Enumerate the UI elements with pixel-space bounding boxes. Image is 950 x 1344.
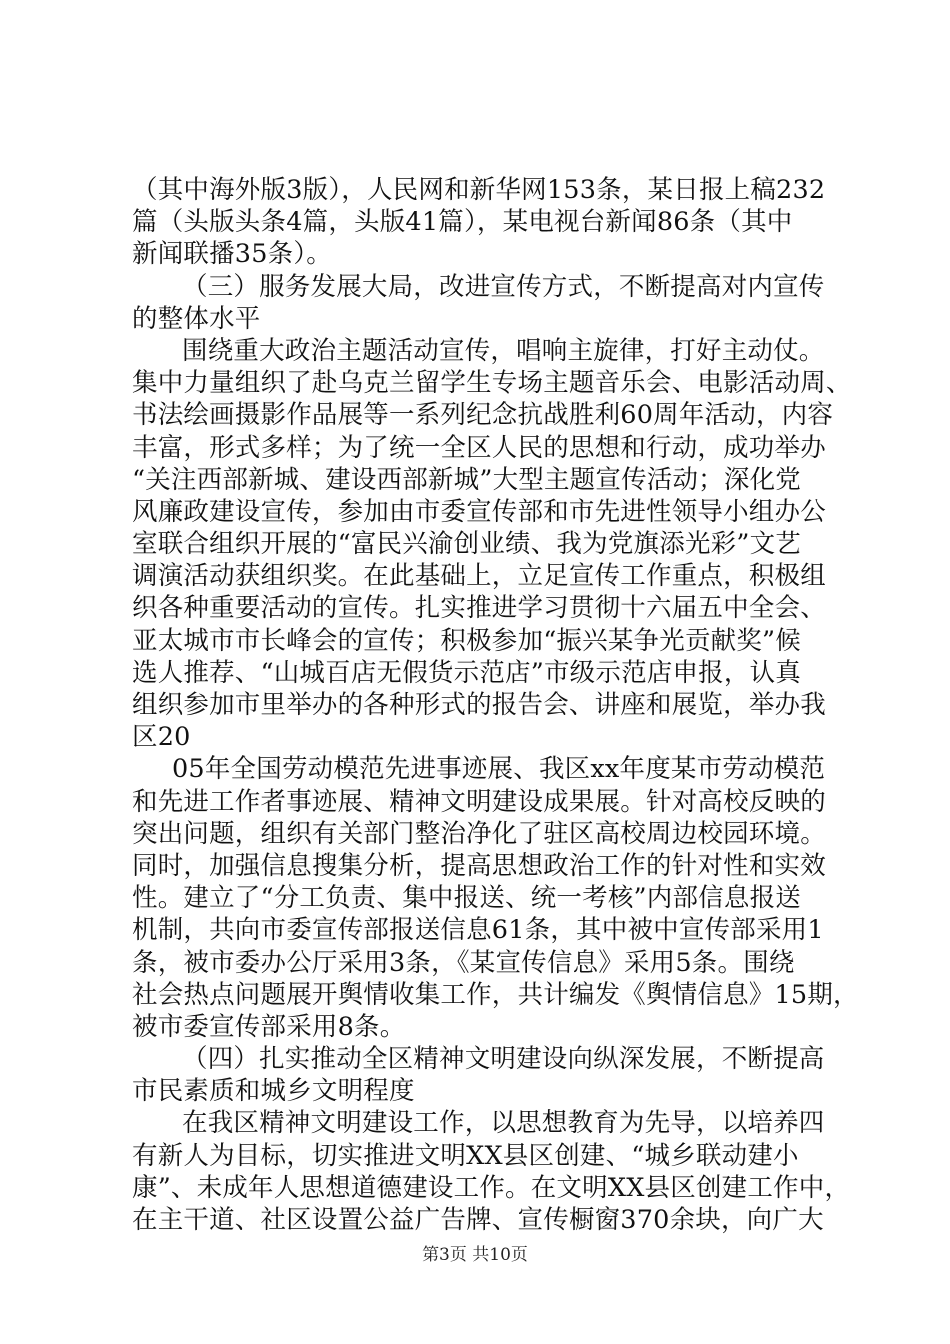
text-line: 新闻联播35条）。: [132, 239, 332, 270]
text-line: 同时，加强信息搜集分析，提高思想政治工作的针对性和实效: [132, 850, 826, 881]
page-footer: [0, 1244, 950, 1266]
text-line: 调演活动获组织奖。在此基础上，立足宣传工作重点，积极组: [132, 561, 826, 592]
section-heading-line: （三）服务发展大局，改进宣传方式，不断提高对内宣传: [182, 271, 825, 302]
text-line: 有新人为目标，切实推进文明XX县区创建、“城乡联动建小: [132, 1140, 799, 1171]
text-line: 在主干道、社区设置公益广告牌、宣传橱窗370余块，向广大: [132, 1205, 824, 1235]
text-line: 选人推荐、“山城百店无假货示范店”市级示范店申报，认真: [132, 657, 801, 688]
text-line: 条，被市委办公厅采用3条，《某宣传信息》采用5条。围绕: [132, 947, 795, 978]
body-text: [132, 174, 859, 1236]
text-line: 篇（头版头条4篇，头版41篇），某电视台新闻86条（其中: [132, 207, 793, 238]
text-line: 丰富，形式多样；为了统一全区人民的思想和行动，成功举办: [132, 432, 826, 463]
text-line: （其中海外版3版），人民网和新华网153条，某日报上稿232: [132, 175, 826, 205]
text-line: 区20: [132, 722, 191, 753]
paragraph-start-line: 在我区精神文明建设工作，以思想教育为先导，以培养四: [182, 1108, 825, 1139]
text-line: 风廉政建设宣传，参加由市委宣传部和市先进性领导小组办公: [132, 496, 826, 527]
text-line: 机制，共向市委宣传部报送信息61条，其中被中宣传部采用1: [132, 915, 824, 946]
text-line: 性。建立了“分工负责、集中报送、统一考核”内部信息报送: [132, 883, 801, 914]
text-line: 书法绘画摄影作品展等一系列纪念抗战胜利60周年活动，内容: [132, 400, 834, 431]
text-line: 织各种重要活动的宣传。扎实推进学习贯彻十六届五中全会、: [132, 593, 826, 624]
text-line: 康”、未成年人思想道德建设工作。在文明XX县区创建工作中，: [132, 1172, 851, 1203]
text-line: “关注西部新城、建设西部新城”大型主题宣传活动；深化党: [132, 464, 801, 495]
text-line: 被市委宣传部采用8条。: [132, 1011, 406, 1042]
text-line: 社会热点问题展开舆情收集工作，共计编发《舆情信息》15期，: [132, 979, 859, 1010]
text-line: 亚太城市市长峰会的宣传；积极参加“振兴某争光贡献奖”候: [132, 625, 801, 656]
paragraph-start-line: 围绕重大政治主题活动宣传，唱响主旋律，打好主动仗。: [182, 335, 825, 366]
section-heading-line: （四）扎实推动全区精神文明建设向纵深发展，不断提高: [182, 1044, 825, 1075]
text-line: 室联合组织开展的“富民兴渝创业绩、我为党旗添光彩”文艺: [132, 529, 801, 560]
paragraph-start-line: 05年全国劳动模范先进事迹展、我区xx年度某市劳动模范: [172, 754, 826, 785]
text-line: 和先进工作者事迹展、精神文明建设成果展。针对高校反映的: [132, 786, 826, 817]
text-line: 组织参加市里举办的各种形式的报告会、讲座和展览，举办我: [132, 690, 826, 720]
page-number-label: 第3页 共10页: [422, 1245, 528, 1265]
text-line: 集中力量组织了赴乌克兰留学生专场主题音乐会、电影活动周、: [132, 368, 852, 399]
section-heading-line: 市民素质和城乡文明程度: [132, 1076, 415, 1107]
section-heading-line: 的整体水平: [132, 303, 261, 334]
text-line: 突出问题，组织有关部门整治净化了驻区高校周边校园环境。: [132, 818, 826, 849]
